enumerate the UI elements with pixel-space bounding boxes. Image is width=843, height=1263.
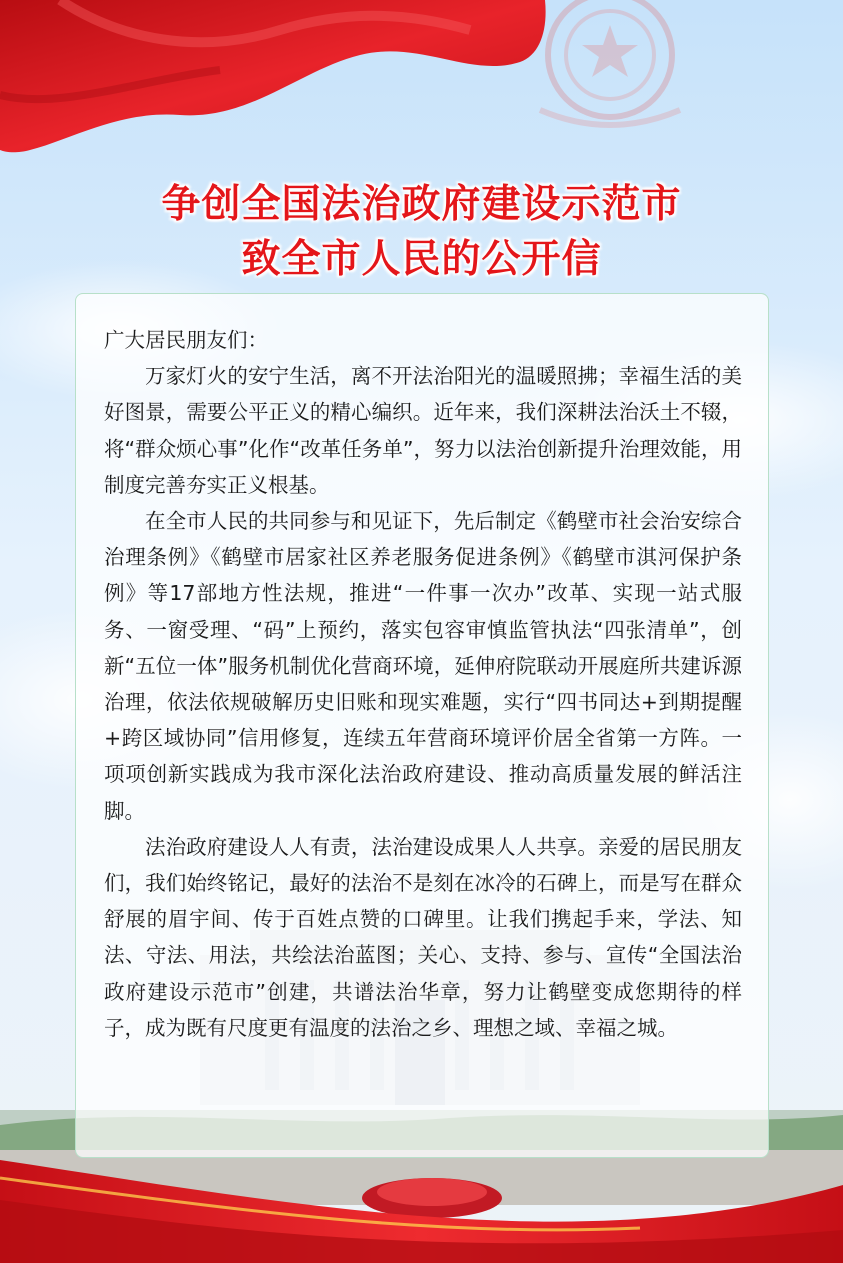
letter-paragraph-2: 在全市人民的共同参与和见证下，先后制定《鹤壁市社会治安综合治理条例》《鹤壁市居家社区养老服务促进条例》《鹤壁市淇河保护条例》等17部地方性法规，推进“一件事一次办”改革、实现一站式服务、一窗受理、“码”上预约，落实包容审慎监管执法“四张清单”，创新“五位一体”服务机制优化营商环境，延伸府院联动开展庭所共建诉源治理，依法依规破解历史旧账和现实难题，实行“四书同达+到期提醒+跨区域协同”信用修复，连续五年营商环境评价居全省第一方阵。一项项创新实践成为我市深化法治政府建设、推动高质量发展的鲜活注脚。 <box>104 509 742 823</box>
letter-paragraph-1: 万家灯火的安宁生活，离不开法治阳光的温暖照拂；幸福生活的美好图景，需要公平正义的精心编织。近年来，我们深耕法治沃土不辍，将“群众烦心事”化作“改革任务单”，努力以法治创新提升治理效能，用制度完善夯实正义根基。 <box>104 364 742 497</box>
letter-paragraph-3: 法治政府建设人人有责，法治建设成果人人共享。亲爱的居民朋友们，我们始终铭记，最好的法治不是刻在冰冷的石碑上，而是写在群众舒展的眉宇间、传于百姓点赞的口碑里。让我们携起手来，学法、知法、守法、用法，共绘法治蓝图；关心、支持、参与、宣传“全国法治政府建设示范市”创建，共谱法治华章，努力让鹤壁变成您期待的样子，成为既有尺度更有温度的法治之乡、理想之域、幸福之城。 <box>104 834 742 1040</box>
letter-card <box>75 293 769 1158</box>
letter-body <box>104 322 742 1046</box>
poster-title-line2: 致全市人民的公开信 <box>241 237 602 282</box>
poster-title-line1: 争创全国法治政府建设示范市 <box>161 182 682 227</box>
letter-greeting: 广大居民朋友们： <box>104 328 268 352</box>
